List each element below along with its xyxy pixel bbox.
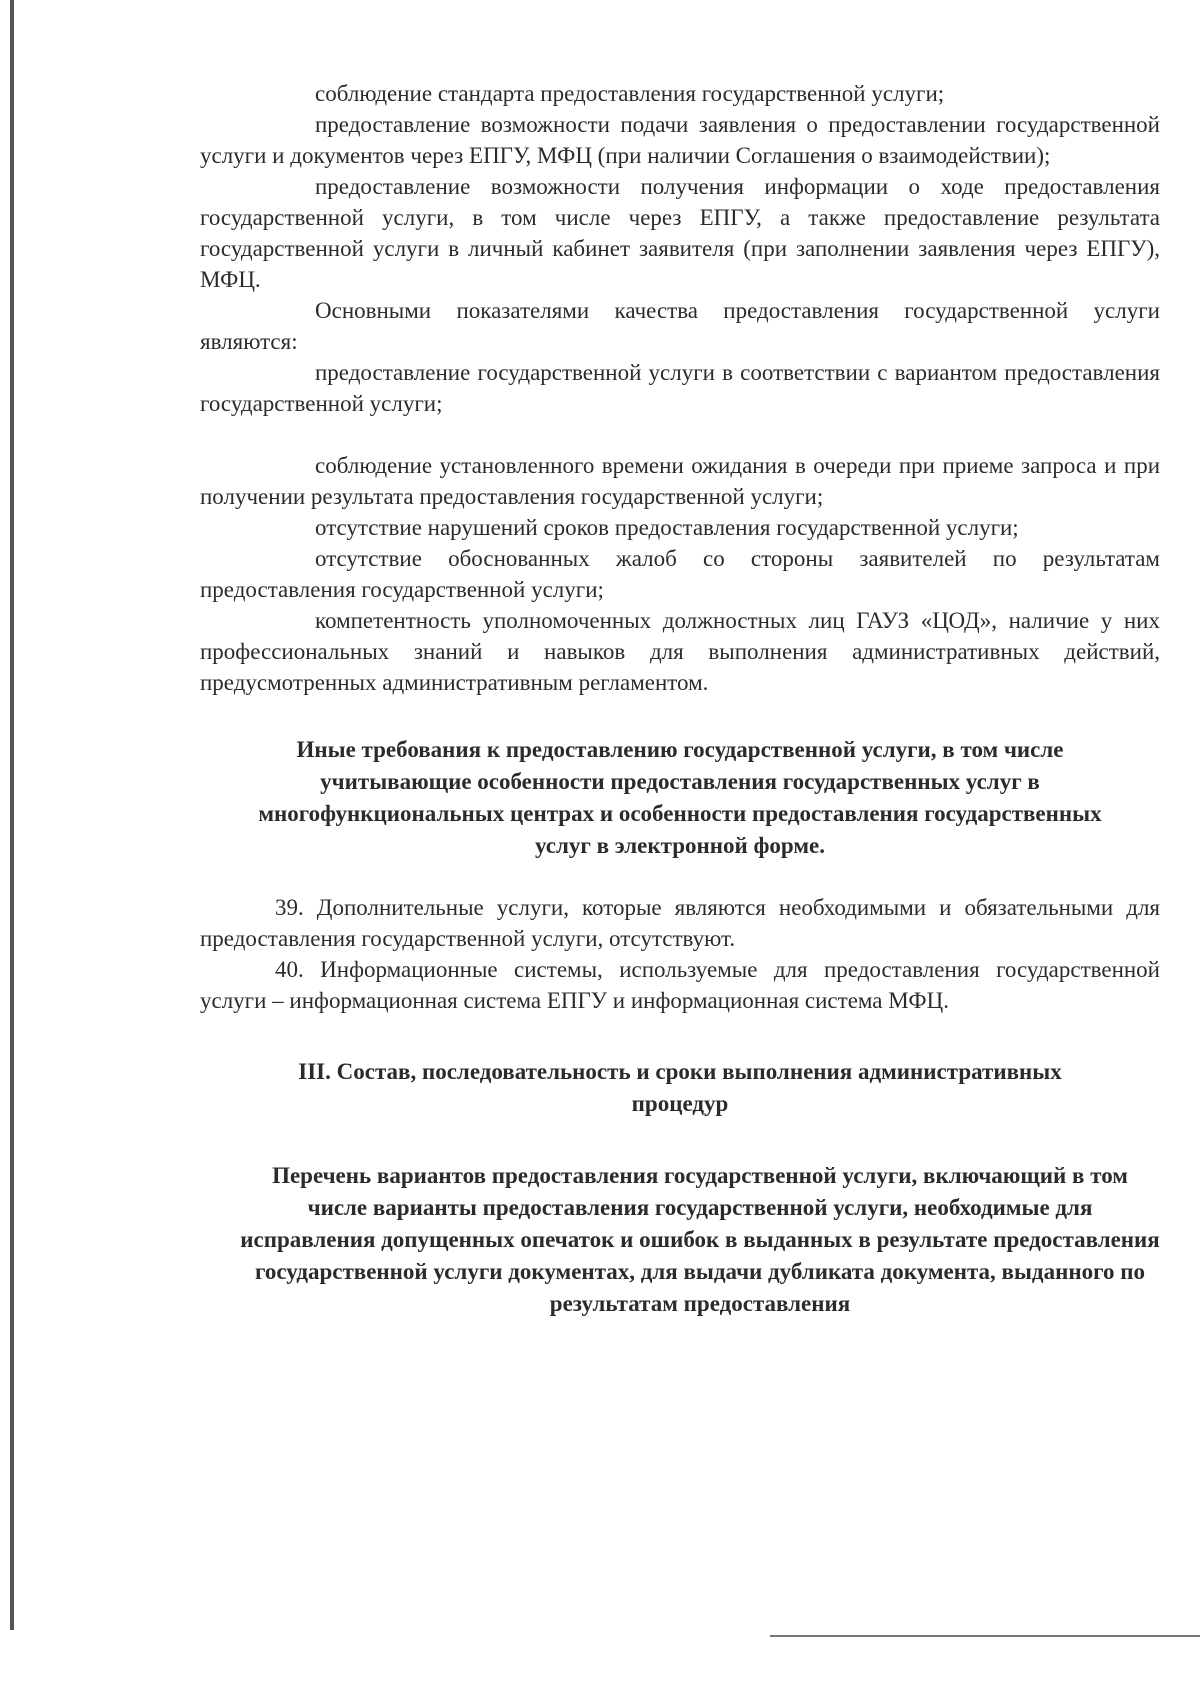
- paragraph-quality-indicators-intro: Основными показателями качества предоставления государственной услуги являются:: [200, 298, 1160, 354]
- scan-left-edge: [10, 0, 14, 1630]
- document-page: [200, 78, 1160, 1320]
- footer-rule: [770, 1635, 1200, 1637]
- paragraph-variant-compliance: предоставление государственной услуги в соответствии с вариантом предоставления государственной услуги;: [200, 360, 1160, 416]
- subheading-service-variants: Перечень вариантов предоставления государственной услуги, включающий в том числе варианты предоставления государственной услуги, необходимые для исправления допущенных опечаток и ошибок в выданных в результате предоставления государственной услуги документах, для выдачи дубликата документа, выданного по результатам предоставления: [240, 1163, 1160, 1316]
- paragraph-deadline-violations: отсутствие нарушений сроков предоставления государственной услуги;: [315, 515, 1019, 540]
- paragraph-waiting-time: соблюдение установленного времени ожидания в очереди при приеме запроса и при получении результата предоставления государственной услуги;: [200, 453, 1160, 509]
- section-heading-iii: III. Состав, последовательность и сроки выполнения административных процедур: [298, 1059, 1062, 1116]
- paragraph-39: 39. Дополнительные услуги, которые являются необходимыми и обязательными для предоставления государственной услуги, отсутствуют.: [200, 895, 1160, 951]
- paragraph-40: 40. Информационные системы, используемые для предоставления государственной услуги – информационная система ЕПГУ и информационная система МФЦ.: [200, 957, 1160, 1013]
- paragraph-progress-information: предоставление возможности получения информации о ходе предоставления государственной услуги, в том числе через ЕПГУ, а также предоставление результата государственной услуги в личный кабинет заявителя (при заполнении заявления через ЕПГУ), МФЦ.: [200, 174, 1160, 292]
- paragraph-submission-possibility: предоставление возможности подачи заявления о предоставлении государственной услуги и документов через ЕПГУ, МФЦ (при наличии Соглашения о взаимодействии);: [200, 112, 1160, 168]
- heading-other-requirements: Иные требования к предоставлению государственной услуги, в том числе учитывающие особенности предоставления государственных услуг в многофункциональных центрах и особенности предоставления государственных услуг в электронной форме.: [258, 737, 1102, 858]
- paragraph-standard-compliance: соблюдение стандарта предоставления государственной услуги;: [315, 81, 945, 106]
- paragraph-complaints: отсутствие обоснованных жалоб со стороны заявителей по результатам предоставления государственной услуги;: [200, 546, 1160, 602]
- paragraph-staff-competence: компетентность уполномоченных должностных лиц ГАУЗ «ЦОД», наличие у них профессиональных знаний и навыков для выполнения административных действий, предусмотренных административным регламентом.: [200, 608, 1160, 695]
